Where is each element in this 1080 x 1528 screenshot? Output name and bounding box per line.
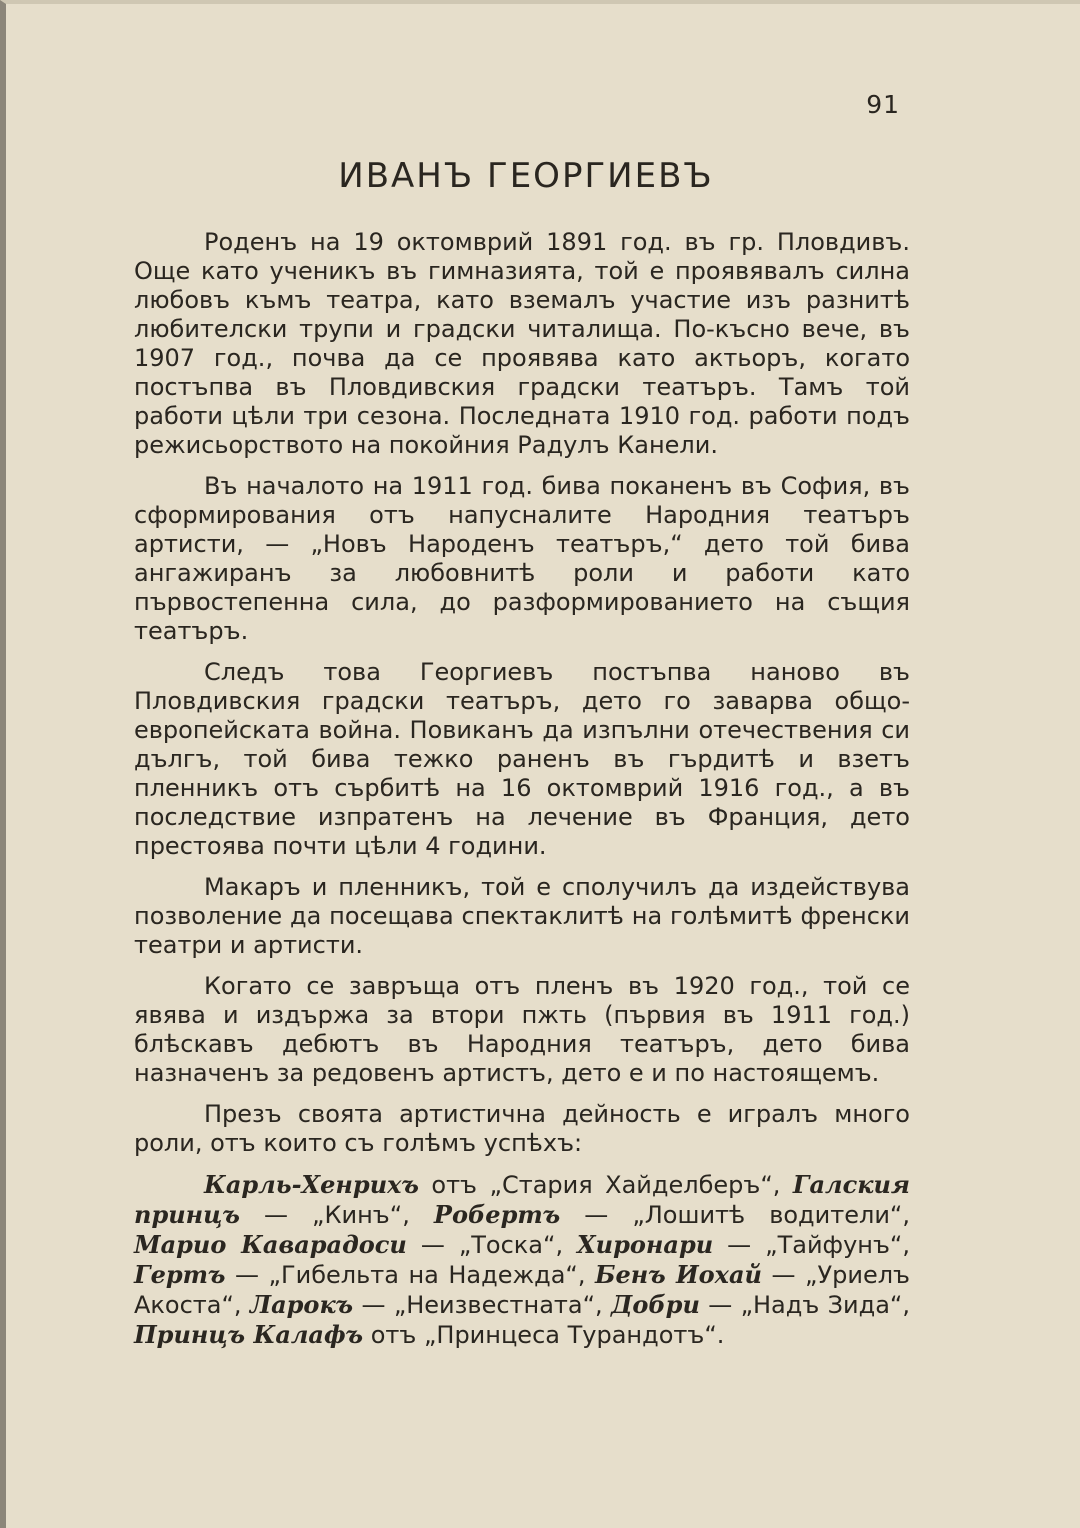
paragraph: Въ началото на 1911 год. бива поканенъ въ София, въ сформирования отъ напусналите Народния театъръ артисти, — „Новъ Народенъ театъръ,“ дето той бива ангажиранъ за любовнитѣ роли и работи като първостепенна сила, до разформированието на същия театъръ. [134, 472, 910, 645]
role-entry [134, 1231, 577, 1259]
paragraph: Макаръ и пленникъ, той е сполучилъ да издействува позволение да посещава спектаклитѣ на голѣмитѣ френски театри и артисти. [134, 873, 910, 959]
role-separator: — [713, 1231, 766, 1259]
play-title: „Тайфунъ“, [765, 1231, 910, 1259]
role-entry [204, 1171, 793, 1199]
role-name: Принцъ Калафъ [134, 1320, 364, 1349]
paragraph: Когато се завръща отъ пленъ въ 1920 год., той се явява и издържа за втори пжть (първия въ 1911 год.) блѣскавъ дебютъ въ Народния театъръ, дето бива назначенъ за редовенъ артистъ, дето е и по настоящемъ. [134, 972, 910, 1087]
role-separator: — [353, 1291, 394, 1319]
play-title: „Кинъ“, [312, 1201, 434, 1229]
role-entry [250, 1291, 611, 1319]
play-title: „Неизвестната“, [393, 1291, 611, 1319]
role-entry [577, 1231, 910, 1259]
role-entry [611, 1291, 910, 1319]
role-name: Хиронари [577, 1230, 714, 1259]
document-body [134, 228, 910, 1362]
role-separator: — [406, 1231, 459, 1259]
role-entry [134, 1261, 595, 1289]
paragraph: Роденъ на 19 октомврий 1891 год. въ гр. Пловдивъ. Още като ученикъ въ гимназията, той е проявявалъ силна любовъ къмъ театра, като вземалъ участие изъ разнитѣ любителски трупи и градски читалища. По-късно вече, въ 1907 год., почва да се проявява като актьоръ, когато постъпва въ Пловдивския градски театъръ. Тамъ той работи цѣли три сезона. Последната 1910 год. работи подъ режисьорството на покойния Радулъ Канели. [134, 228, 910, 459]
role-name: Робертъ [433, 1200, 561, 1229]
play-title: „Стария Хайделберъ“, [489, 1171, 793, 1199]
role-separator: отъ [363, 1321, 424, 1349]
role-separator: — [225, 1261, 269, 1289]
play-title: „Уриелъ Акоста“, [134, 1261, 910, 1319]
page-title: ИВАНЪ ГЕОРГИЕВЪ [338, 156, 714, 196]
role-name: Галския принцъ [134, 1170, 910, 1229]
roles-list [134, 1170, 910, 1350]
play-title: „Тоска“, [458, 1231, 578, 1259]
role-separator: — [699, 1291, 741, 1319]
paragraph: Презъ своята артистична дейность е игралъ много роли, отъ които съ голѣмъ успѣхъ: [134, 1100, 910, 1157]
role-name: Гертъ [134, 1260, 226, 1289]
page-number: 91 [866, 90, 900, 119]
role-entry [434, 1201, 910, 1229]
role-separator: отъ [418, 1171, 490, 1199]
role-separator: — [560, 1201, 633, 1229]
role-name: Ларокъ [249, 1290, 354, 1319]
play-title: „Гибельта на Надежда“, [268, 1261, 596, 1289]
role-name: Бенъ Иохай [595, 1260, 762, 1289]
paragraph: Следъ това Георгиевъ постъпва наново въ Пловдивския градски театъръ, дето го заварва общо-европейската война. Повиканъ да изпълни отечествения си дългъ, той бива тежко раненъ въ гърдитѣ и взетъ пленникъ отъ сърбитѣ на 16 октомврий 1916 год., а въ последствие изпратенъ на лечение въ Франция, дето престоява почти цѣли 4 години. [134, 658, 910, 860]
role-name: Марио Каварадоси [134, 1230, 407, 1259]
role-name: Добри [610, 1290, 700, 1319]
play-title: „Лошитѣ водители“, [632, 1201, 910, 1229]
play-title: „Надъ Зида“, [740, 1291, 910, 1319]
play-title: „Принцеса Турандотъ“. [423, 1321, 725, 1349]
role-name: Карль-Хенрихъ [204, 1170, 419, 1199]
role-separator: — [761, 1261, 806, 1289]
role-separator: — [239, 1201, 313, 1229]
role-entry [134, 1321, 724, 1349]
